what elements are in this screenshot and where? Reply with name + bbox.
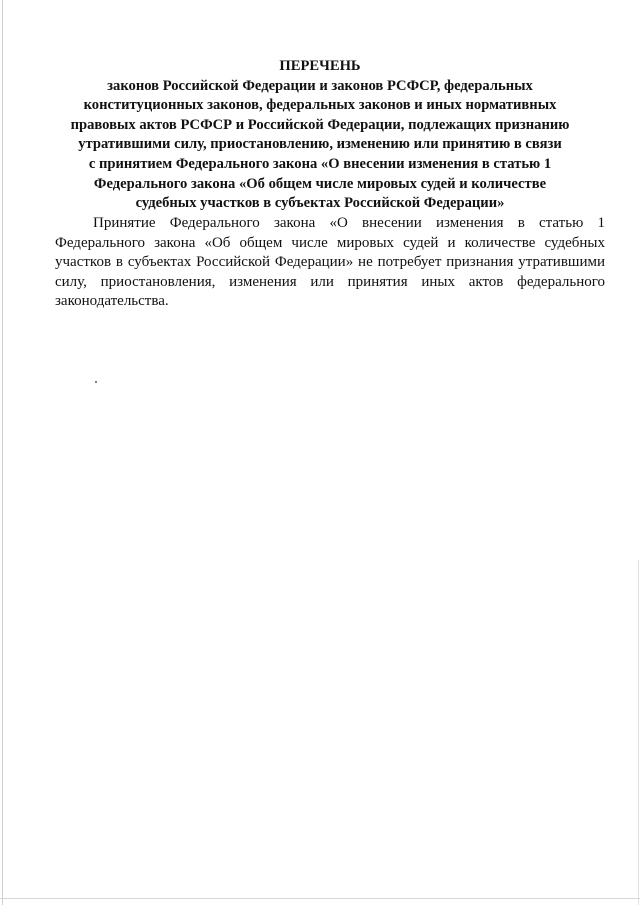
document-header xyxy=(60,57,580,214)
subtitle-line: Федерального закона «Об общем числе мировых судей и количестве xyxy=(93,175,547,192)
subtitle-line: утратившими силу, приостановлению, изменению или принятию в связи xyxy=(78,136,562,153)
scan-edge-right xyxy=(638,560,639,905)
scan-edge-bottom xyxy=(0,898,640,899)
document-title: ПЕРЕЧЕНЬ xyxy=(279,58,361,74)
body-paragraph: Принятие Федерального закона «О внесении изменения в статью 1 Федерального закона «Об общем числе мировых судей и количестве судебных участков в субъектах Российской Федерации» не потребует признания утратившими силу, приостановления, изменения или принятия иных актов федерального законодательства. xyxy=(55,215,605,310)
subtitle-line: конституционных законов, федеральных законов и иных нормативных xyxy=(83,97,557,114)
scan-speck xyxy=(95,381,97,383)
subtitle-line: законов Российской Федерации и законов РСФСР, федеральных xyxy=(107,77,533,94)
subtitle-line: судебных участков в субъектах Российской Федерации» xyxy=(135,195,505,212)
scan-edge-left xyxy=(2,0,3,905)
subtitle-line: с принятием Федерального закона «О внесении изменения в статью 1 xyxy=(88,155,552,172)
subtitle-line: правовых актов РСФСР и Российской Федерации, подлежащих признанию xyxy=(70,116,570,133)
